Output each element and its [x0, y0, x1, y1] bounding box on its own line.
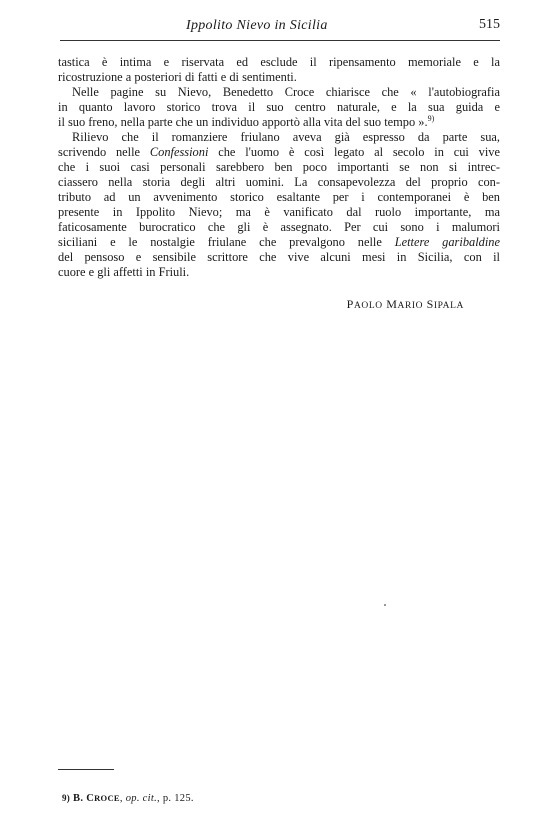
- text-line: tastica è intima e riservata ed esclude il ripensamento memoriale e la: [58, 55, 500, 69]
- text-line: tributo ad un avvenimento storico esaltante per i contemporanei è ben: [58, 190, 500, 204]
- text-line: del pensoso e sensibile scrittore che vive alcuni mesi in Sicilia, con il: [58, 250, 500, 264]
- text-line: Nelle pagine su Nievo, Benedetto Croce chiarisce che « l'autobiografia: [72, 85, 500, 99]
- sig-rest: ARIO: [397, 301, 424, 311]
- sig-initial: M: [386, 297, 398, 311]
- sig-initial: S: [426, 297, 434, 311]
- footnote-citation-italic: op. cit.: [122, 793, 157, 804]
- text-segment: che l'uomo è così legato al secolo in cui vive: [208, 145, 500, 159]
- text-line: ciassero nella storia degli altri uomini. La consapevolezza del proprio con-: [58, 175, 500, 189]
- work-title-lettere: Lettere garibaldine: [394, 235, 500, 249]
- text-line-content: il suo freno, nella parte che un individuo apportò alla vita del suo tempo ».: [58, 115, 428, 129]
- work-title-confessioni: Confessioni: [149, 145, 209, 159]
- text-line: presente in Ippolito Nievo; ma è vanificato dal ruolo importante, ma: [58, 205, 500, 219]
- footnote-author-rest: ROCE: [94, 793, 120, 803]
- author-signature: [347, 297, 464, 312]
- text-line: ricostruzione a posteriori di fatti e di sentimenti.: [58, 70, 297, 84]
- footnote-divider: [58, 769, 114, 770]
- footnote-author-initial: B.: [73, 793, 87, 804]
- text-line: Rilievo che il romanziere friulano aveva già espresso da parte sua,: [72, 130, 500, 144]
- footnote-mark: 9): [62, 793, 71, 803]
- footnote: [62, 793, 194, 804]
- text-line: che i suoi casi personali sarebbero ben poco importanti se non si intrec-: [58, 160, 500, 174]
- body-text: [58, 55, 500, 280]
- running-header: [60, 14, 500, 41]
- text-line: faticosamente burocratico che gli è assegnato. Per cui sono i malumori: [58, 220, 500, 234]
- sig-initial: P: [346, 297, 354, 311]
- footnote-author-cap: C: [86, 793, 95, 804]
- footnote-comma: ,: [119, 793, 123, 804]
- footnote-author: [73, 793, 120, 804]
- text-segment: scrivendo nelle: [58, 145, 150, 159]
- sig-rest: AOLO: [353, 301, 383, 311]
- page-number: 515: [479, 17, 500, 32]
- footnote-reference[interactable]: 9): [427, 115, 435, 123]
- text-line: cuore e gli affetti in Friuli.: [58, 265, 190, 279]
- text-line: in quanto lavoro storico trova il suo centro naturale, e la sua guida e: [58, 100, 500, 114]
- text-line: [58, 235, 500, 250]
- sig-rest: IPALA: [433, 301, 464, 311]
- footnote-citation: , p. 125.: [157, 793, 194, 804]
- print-speck: [384, 604, 386, 606]
- text-line: [58, 145, 500, 160]
- text-segment: siciliani e le nostalgie friulane che prevalgono nelle: [58, 235, 395, 249]
- text-line: [58, 115, 500, 130]
- running-title: Ippolito Nievo in Sicilia: [186, 18, 328, 33]
